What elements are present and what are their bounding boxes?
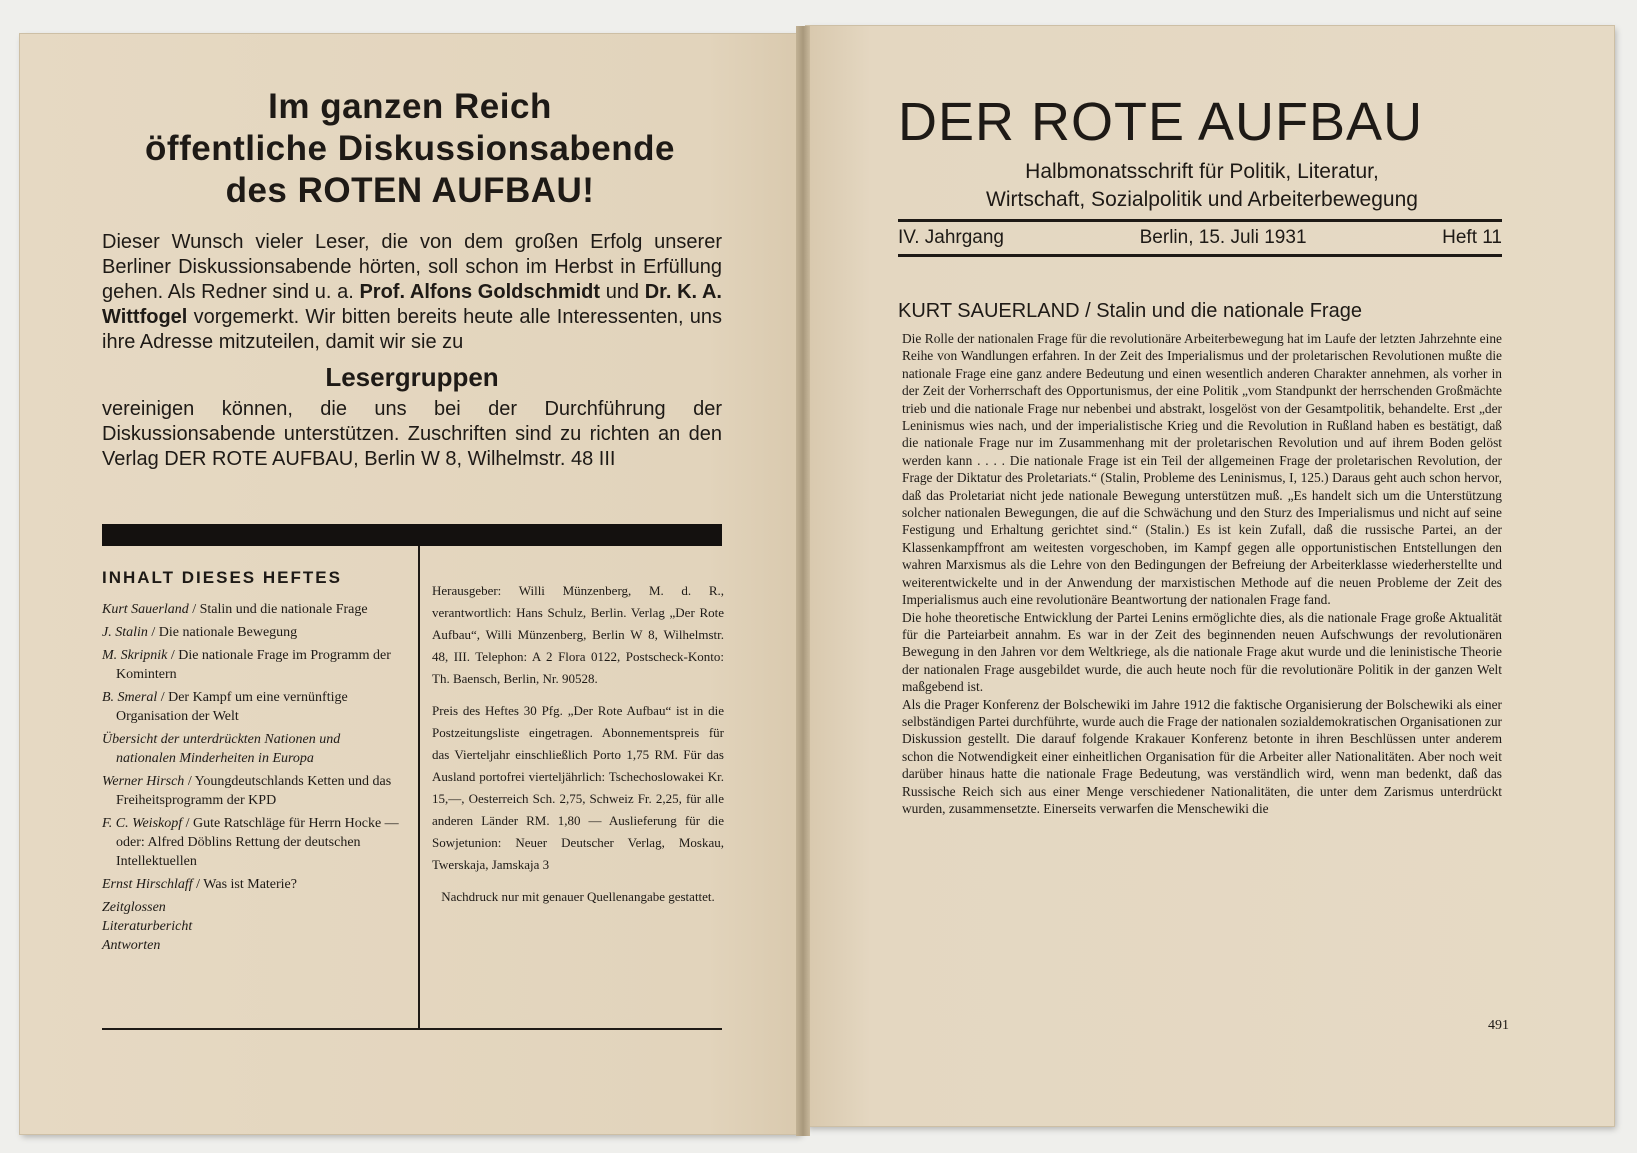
toc-author: M. Skripnik xyxy=(102,648,168,663)
imprint-price: Preis des Heftes 30 Pfg. „Der Rote Aufbau“ ist in die Postzeitungsliste eingetragen. Abonnementspreis für das Vierteljahr einschließlich Porto 1,75 RM. Für das Ausland portofrei vierteljährlich: Tschechoslowakei Kr. 15,—, Oesterreich Sch. 2,75, Schweiz Fr. 2,25, für alle anderen Länder RM. 1,80 — Auslieferung für die Sowjetunion: Neuer Deutscher Verlag, Moskau, Twerskaja, Jamskaja 3 xyxy=(432,703,724,872)
toc-author: Ernst Hirschlaff xyxy=(102,877,193,892)
toc-item xyxy=(102,688,402,726)
toc-author: B. Smeral xyxy=(102,690,158,705)
toc-item xyxy=(102,600,402,619)
imprint xyxy=(432,580,724,918)
issue-info-row xyxy=(898,227,1502,253)
article-paragraph: Die hohe theoretische Entwicklung der Partei Lenins ermöglichte dies, als die nationale Frage große Aktualität für die Parteiarbeit annahm. Es war in der Zeit des beginnenden neuen Aufschwungs der revolutionären Bewegung in den Jahren vor dem Weltkriege, als die nationale Frage akut wurde und die leninistische Theorie der nationalen Frage ausgebildet wurde, die auch heute noch für die revolutionäre Politik in der ganzen Welt maßgebend ist. xyxy=(902,609,1502,695)
toc-item xyxy=(102,936,402,955)
toc-author: J. Stalin xyxy=(102,625,148,640)
black-divider-bar xyxy=(102,524,722,546)
toc-author: Werner Hirsch xyxy=(102,774,185,789)
paragraph-text: vorgemerkt. Wir bitten bereits heute alle Interessenten, uns ihre Adresse mitzuteilen, damit wir sie zu xyxy=(102,306,722,353)
toc-entry-title: / Die nationale Frage im Programm der Komintern xyxy=(116,648,391,682)
masthead: DER ROTE AUFBAU xyxy=(898,92,1424,152)
toc-author: Übersicht der unterdrückten Nationen und nationalen Minderheiten in Europa xyxy=(102,732,341,766)
column-divider xyxy=(418,546,420,1030)
toc-item xyxy=(102,646,402,684)
toc-author: Kurt Sauerland xyxy=(102,602,189,617)
headline-line-3: des ROTEN AUFBAU! xyxy=(225,171,595,210)
toc-entry-title: / Was ist Materie? xyxy=(192,877,297,892)
page-number: 491 xyxy=(1488,1018,1509,1033)
toc-item xyxy=(102,814,402,871)
announcement-paragraph-2: vereinigen können, die uns bei der Durchführung der Diskussionsabende unterstützen. Zuschriften sind zu richten an den Verlag DER ROTE AUFBAU, Berlin W 8, Wilhelmstr. 48 III xyxy=(102,398,722,470)
toc-author: Antworten xyxy=(102,938,161,953)
toc-item xyxy=(102,623,402,642)
masthead-rule-top xyxy=(898,219,1502,222)
issue-number: Heft 11 xyxy=(1442,227,1502,248)
imprint-reprint-note: Nachdruck nur mit genauer Quellenangabe gestattet. xyxy=(441,889,715,904)
toc-item xyxy=(102,917,402,936)
toc-entry-title: / Gute Ratschläge für Herrn Hocke — oder: Alfred Döblins Rettung der deutschen Intellektuellen xyxy=(116,816,399,869)
announcement-paragraph-1 xyxy=(102,230,722,355)
toc-item xyxy=(102,772,402,810)
headline-line-2: öffentliche Diskussionsabende xyxy=(145,129,675,168)
volume: IV. Jahrgang xyxy=(898,227,1004,248)
article-body xyxy=(902,330,1502,817)
article-paragraph: Als die Prager Konferenz der Bolschewiki im Jahre 1912 die faktische Organisierung der Bolschewiki als einer selbständigen Partei durchführte, wurde auch die Frage der nationalen sozialdemokratischen Organisationen zur Diskussion gestellt. Die darauf folgende Krakauer Konferenz betonte in ihren Beschlüssen unter anderem schon die Notwendigkeit einer einheitlichen Organisation für die Arbeiter aller Nationalitäten. Aber noch weit darüber hinaus hatte die nationale Frage Bedeutung, was verständlich wird, wenn man bedenkt, daß das Russische Reich sich aus einer Menge verschiedener Nationalitäten, die unter dem Zarismus unterdrückt wurden, zusammensetzte. Einerseits verwarfen die Menschewiki die xyxy=(902,696,1502,816)
speaker-name: Dr. K. A. Wittfogel xyxy=(102,281,722,328)
toc-item xyxy=(102,730,402,768)
table-of-contents xyxy=(102,568,402,959)
masthead-rule-bottom xyxy=(898,254,1502,257)
announcement-subhead: Lesergruppen xyxy=(325,362,499,392)
conjunction: und xyxy=(600,281,645,303)
subtitle-line-1: Halbmonatsschrift für Politik, Literatur, xyxy=(1025,160,1379,183)
article-paragraph: Die Rolle der nationalen Frage für die revolutionäre Arbeiterbewegung hat im Laufe der letzten Jahrzehnte eine Reihe von Wandlungen erfahren. In der Zeit des Imperialismus und der proletarischen Revolutionen mußte die nationale Frage eine ganz andere Bedeutung und einen wesentlich anderen Charakter annehmen, als vorher in der Zeit der Vorherrschaft des Opportunismus, der eine Politik „vom Standpunkt der herrschenden Großmächte trieb und die nationale Frage nur nebenbei und abstrakt, losgelöst von der Gesamtpolitik, behandelte. Erst „der Leninismus wies nach, und der imperialistische Krieg und die Revolution in Rußland haben es bestätigt, daß die nationale Frage nur im Zusammenhang mit der proletarischen Revolution und auf ihrem Boden gelöst werden kann . . . . Die nationale Frage ist ein Teil der allgemeinen Frage der proletarischen Revolution, der Frage der Diktatur des Proletariats.“ (Stalin, Probleme des Leninismus, I, 125.) Daraus geht auch schon hervor, daß das Proletariat nicht jede nationale Bewegung unterstützen muß. „Es handelt sich um die Unterstützung solcher nationalen Bewegungen, die auf die Schwächung und den Sturz des Imperialismus und nicht auf seine Festigung und Erhaltung gerichtet sind.“ (Stalin.) Es ist kein Zufall, daß die russische Partei, an der Klassenkampffront am weitesten vorgeschoben, im Kampf gegen alle opportunistischen Entstellungen den wahren Marxismus als die Lehre von den Bedingungen der Befreiung der Arbeiterklasse wiederherstellte und weiterentwickelte und in der Anwendung der marxistischen Methode auf die neuen Probleme der Zeit des Imperialismus auch eine revolutionäre Beantwortung der nationalen Frage fand. xyxy=(902,331,1502,608)
toc-entry-title: / Der Kampf um eine vernünftige Organisation der Welt xyxy=(116,690,348,724)
toc-entry-title: / Youngdeutschlands Ketten und das Freiheitsprogramm der KPD xyxy=(116,774,392,808)
place-date: Berlin, 15. Juli 1931 xyxy=(1139,227,1307,248)
announcement-headline xyxy=(80,86,740,212)
book-spine xyxy=(796,26,810,1136)
speaker-name: Prof. Alfons Goldschmidt xyxy=(359,281,601,303)
toc-entry-title: / Stalin und die nationale Frage xyxy=(188,602,368,617)
subtitle-line-2: Wirtschaft, Sozialpolitik und Arbeiterbewegung xyxy=(986,188,1418,211)
article-title: KURT SAUERLAND / Stalin und die nationale Frage xyxy=(898,300,1362,322)
announcement-body xyxy=(102,230,722,472)
toc-item xyxy=(102,898,402,917)
paragraph-text: Dieser Wunsch vieler Leser, die von dem großen Erfolg unserer Berliner Diskussionsabende hörten, soll schon im Herbst in Erfüllung gehen. Als Redner sind u. a. xyxy=(102,231,722,303)
toc-item xyxy=(102,875,402,894)
toc-author: F. C. Weiskopf xyxy=(102,816,183,831)
bottom-rule xyxy=(102,1028,722,1030)
imprint-publisher: Herausgeber: Willi Münzenberg, M. d. R., verantwortlich: Hans Schulz, Berlin. Verlag „Der Rote Aufbau“, Willi Münzenberg, Berlin W 8, Wilhelmstr. 48, III. Telephon: A 2 Flora 0122, Postscheck-Konto: Th. Baensch, Berlin, Nr. 90528. xyxy=(432,583,724,686)
toc-entry-title: / Die nationale Bewegung xyxy=(147,625,298,640)
masthead-subtitle xyxy=(898,158,1506,214)
toc-author: Literaturbericht xyxy=(102,919,193,934)
headline-line-1: Im ganzen Reich xyxy=(268,87,552,126)
toc-title: INHALT DIESES HEFTES xyxy=(102,568,342,587)
toc-author: Zeitglossen xyxy=(102,900,166,915)
